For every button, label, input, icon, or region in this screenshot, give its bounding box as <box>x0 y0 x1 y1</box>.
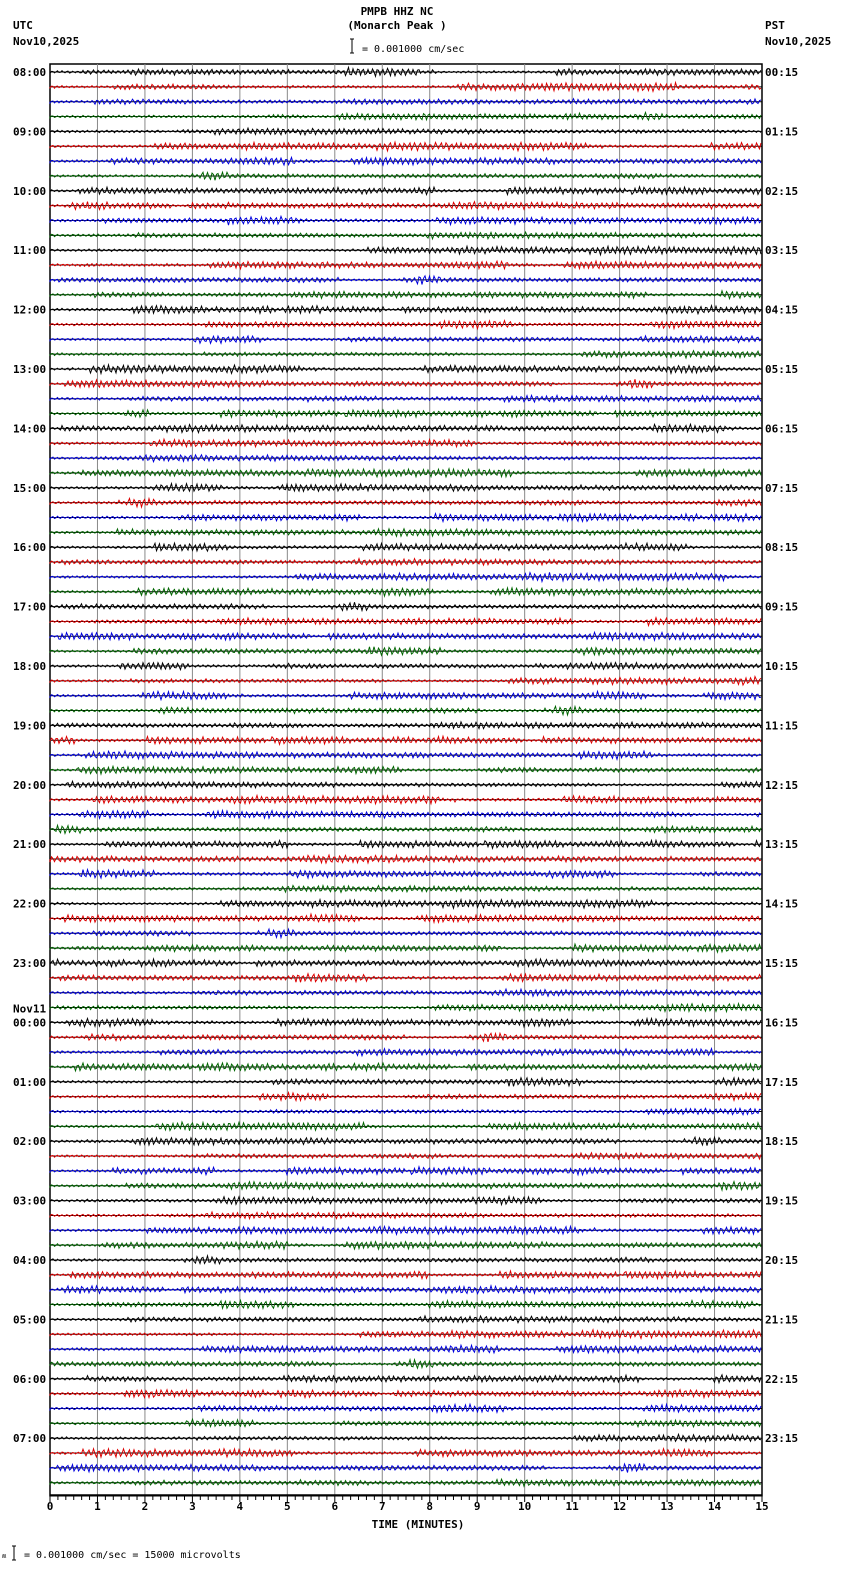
utc-hour-label: 06:00 <box>13 1372 47 1386</box>
pst-hour-label: 23:15 <box>765 1432 799 1446</box>
chart-title: PMPB HHZ NC <box>360 5 434 18</box>
pst-hour-label: 16:15 <box>765 1016 799 1030</box>
x-tick-label: 1 <box>94 1500 101 1513</box>
seismic-trace <box>50 1182 761 1191</box>
seismic-trace <box>50 1078 761 1087</box>
utc-hour-label: 09:00 <box>13 125 47 139</box>
utc-hour-label: 07:00 <box>13 1432 47 1446</box>
x-tick-label: 12 <box>612 1500 627 1513</box>
right-timezone: PST <box>765 19 785 32</box>
x-tick-label: 14 <box>707 1500 722 1513</box>
pst-hour-label: 09:15 <box>765 600 799 614</box>
utc-hour-label: 00:00 <box>13 1016 47 1030</box>
right-date: Nov10,2025 <box>765 35 832 48</box>
footer-scale-bar-icon <box>12 1546 16 1560</box>
traces <box>50 67 762 1486</box>
x-tick-label: 0 <box>46 1500 54 1513</box>
x-tick-label: 5 <box>284 1500 291 1513</box>
utc-hour-label: 08:00 <box>13 66 47 79</box>
scale-label: = 0.001000 cm/sec <box>362 44 465 55</box>
utc-hour-label: 21:00 <box>13 838 47 852</box>
pst-hour-label: 02:15 <box>765 184 799 198</box>
seismic-trace <box>50 691 761 699</box>
x-tick-label: 9 <box>473 1500 481 1513</box>
utc-hour-label: 03:00 <box>13 1194 47 1208</box>
utc-hour-label: 15:00 <box>13 481 47 495</box>
utc-hour-label: 22:00 <box>13 897 47 911</box>
pst-hour-label: 20:15 <box>765 1254 799 1267</box>
pst-hour-label: 18:15 <box>765 1135 799 1149</box>
pst-hour-label: 10:15 <box>765 660 799 673</box>
seismic-trace <box>50 1033 761 1042</box>
x-tick-label: 3 <box>189 1500 196 1513</box>
pst-hour-label: 13:15 <box>765 838 799 852</box>
pst-hour-label: 06:15 <box>765 422 799 436</box>
pst-hour-label: 01:15 <box>765 125 799 139</box>
utc-hour-label: 05:00 <box>13 1313 47 1327</box>
x-axis-label: TIME (MINUTES) <box>371 1518 465 1531</box>
footer-scale-label: = 0.001000 cm/sec = 15000 microvolts <box>24 1550 241 1561</box>
pst-hour-label: 04:15 <box>765 303 799 317</box>
utc-hour-label: 02:00 <box>13 1135 47 1149</box>
utc-hour-label: 19:00 <box>13 719 47 733</box>
pst-hour-label: 03:15 <box>765 244 799 258</box>
utc-hour-label: 14:00 <box>13 422 47 436</box>
utc-hour-label: 01:00 <box>13 1075 47 1089</box>
pst-hour-label: 12:15 <box>765 778 799 792</box>
x-tick-label: 6 <box>331 1500 339 1513</box>
utc-hour-label: 16:00 <box>13 541 47 555</box>
utc-hour-label: 10:00 <box>13 184 47 198</box>
utc-hour-label: 11:00 <box>13 244 47 258</box>
x-axis <box>47 1495 769 1513</box>
pst-hour-label: 21:15 <box>765 1313 799 1327</box>
pst-hour-label: 17:15 <box>765 1075 799 1089</box>
pst-hour-label: 11:15 <box>765 719 799 733</box>
left-timezone: UTC <box>13 19 33 32</box>
x-tick-label: 7 <box>378 1500 386 1513</box>
pst-hour-label: 08:15 <box>765 541 799 555</box>
footer-marker: ʍ <box>2 1552 7 1560</box>
utc-hour-label: 23:00 <box>13 957 47 970</box>
x-tick-label: 13 <box>660 1500 674 1513</box>
utc-hour-label: 04:00 <box>13 1254 47 1267</box>
pst-hour-label: 19:15 <box>765 1194 799 1208</box>
pst-hour-label: 07:15 <box>765 481 799 495</box>
x-tick-label: 8 <box>426 1500 434 1513</box>
pst-hour-label: 00:15 <box>765 66 799 79</box>
x-tick-label: 10 <box>518 1500 532 1513</box>
x-tick-label: 11 <box>565 1500 579 1513</box>
utc-hour-label: 17:00 <box>13 600 47 614</box>
seismic-trace <box>50 83 761 92</box>
x-tick-label: 4 <box>236 1500 244 1513</box>
utc-hour-label: 18:00 <box>13 660 47 673</box>
chart-subtitle: (Monarch Peak ) <box>347 19 447 32</box>
x-tick-label: 2 <box>141 1500 149 1513</box>
utc-hour-label: 20:00 <box>13 778 47 792</box>
scale-bar-icon <box>350 39 354 53</box>
pst-hour-label: 05:15 <box>765 363 799 376</box>
left-date: Nov10,2025 <box>13 35 80 48</box>
utc-hour-label: 13:00 <box>13 363 47 376</box>
utc-hour-label: 12:00 <box>13 303 47 317</box>
pst-hour-label: 22:15 <box>765 1372 799 1386</box>
pst-hour-label: 14:15 <box>765 897 799 911</box>
pst-hour-label: 15:15 <box>765 957 799 970</box>
date-change-label: Nov11 <box>13 1002 47 1016</box>
x-tick-label: 15 <box>755 1500 769 1513</box>
